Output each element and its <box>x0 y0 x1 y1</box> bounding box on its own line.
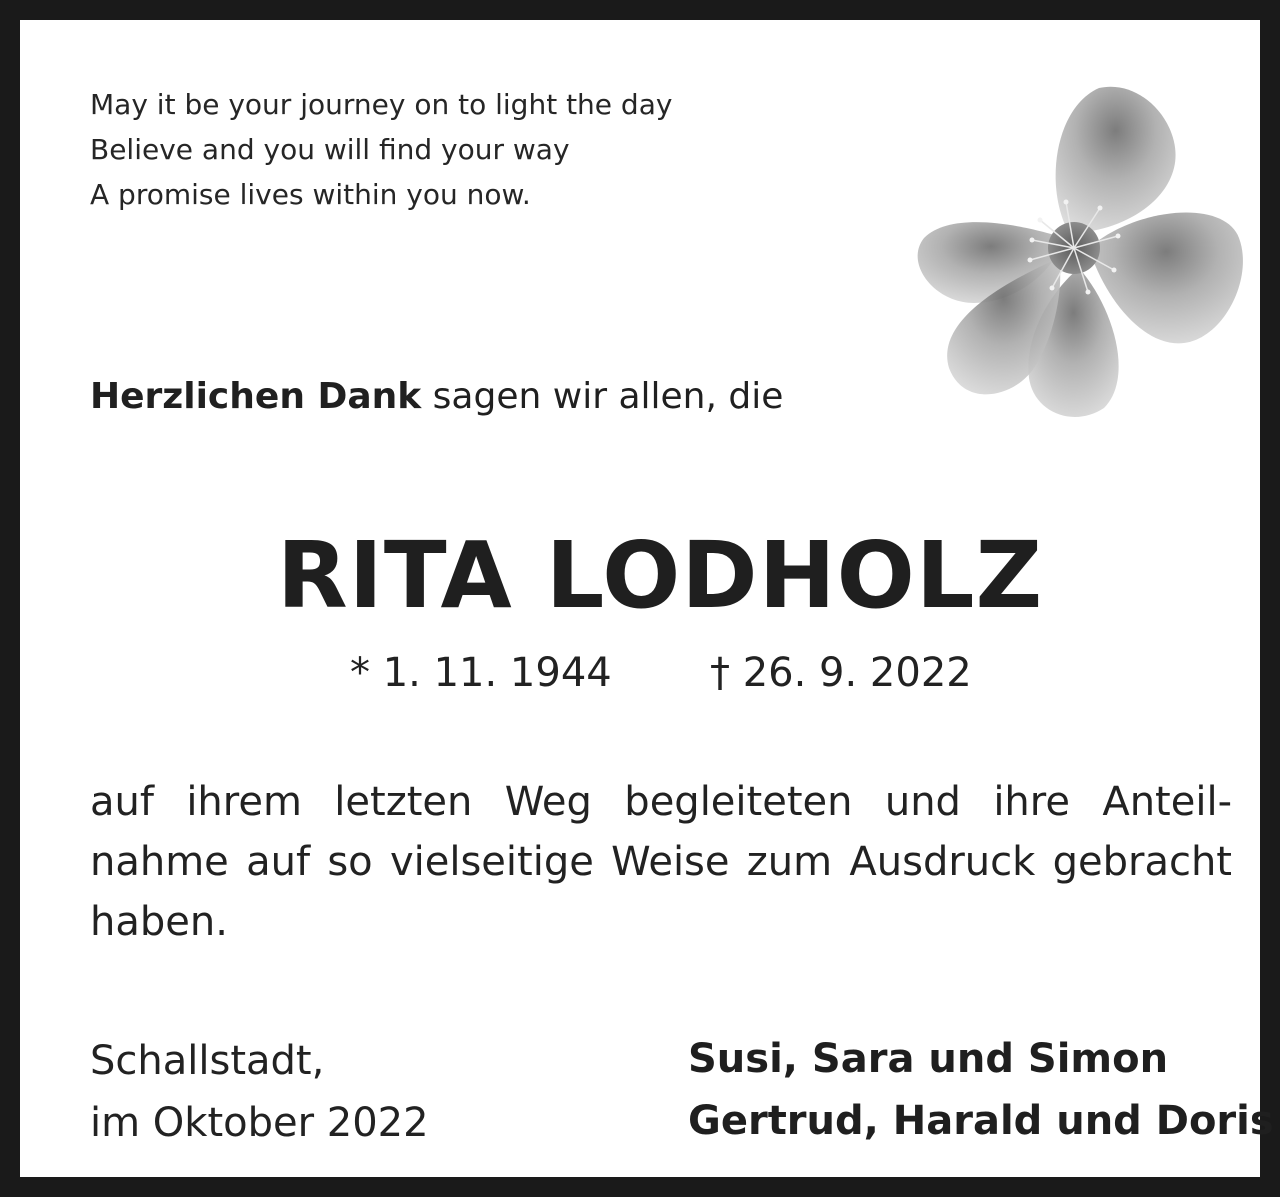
family-line: Susi, Sara und Simon <box>688 1036 1169 1082</box>
date-line: im Oktober 2022 <box>90 1100 429 1146</box>
poem-line: Believe and you will find your way <box>90 133 570 166</box>
family-signature <box>688 1028 1274 1152</box>
thanks-line <box>90 376 783 417</box>
thanks-bold: Herzlichen Dank <box>90 376 422 417</box>
message-line: auf ihrem letzten Weg begleiteten und ihre Anteil- <box>90 779 1232 825</box>
birth-date: * 1. 11. 1944 <box>350 650 612 696</box>
thanks-rest: sagen wir allen, die <box>421 376 784 417</box>
poem-line: May it be your journey on to light the day <box>90 88 673 121</box>
message-line: haben. <box>90 899 228 945</box>
deceased-name: RITA LODHOLZ <box>276 522 1044 629</box>
flower-icon <box>892 70 1268 422</box>
message-text <box>90 772 1232 952</box>
message-line: nahme auf so vielseitige Weise zum Ausdruck gebracht <box>90 839 1232 885</box>
poem <box>90 82 672 217</box>
poem-line: A promise lives within you now. <box>90 178 531 211</box>
death-date: † 26. 9. 2022 <box>710 650 972 696</box>
place-date <box>90 1030 429 1154</box>
place-line: Schallstadt, <box>90 1038 325 1084</box>
family-line: Gertrud, Harald und Doris <box>688 1098 1274 1144</box>
